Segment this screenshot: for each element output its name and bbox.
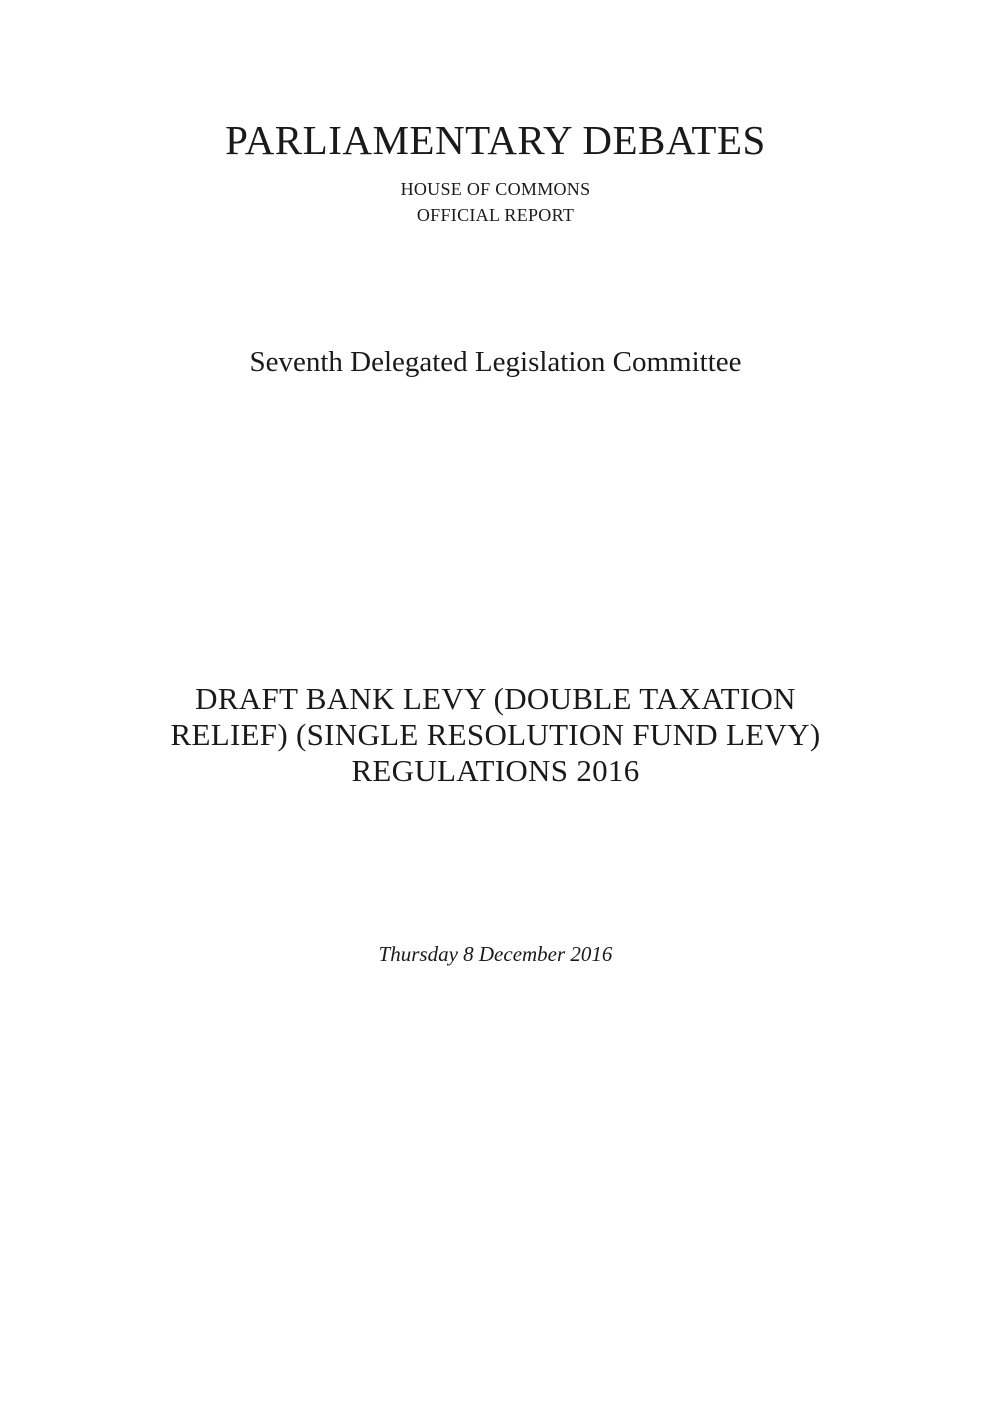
subtitle-line-report: OFFICIAL REPORT (416, 205, 575, 225)
publication-title: PARLIAMENTARY DEBATES (225, 117, 766, 163)
publication-subtitle (0, 176, 991, 228)
instrument-title-line-2: RELIEF) (SINGLE RESOLUTION FUND LEVY) (170, 717, 821, 752)
instrument-title (0, 681, 991, 789)
instrument-title-line-1: DRAFT BANK LEVY (DOUBLE TAXATION (195, 681, 796, 716)
subtitle-line-house: HOUSE OF COMMONS (400, 179, 591, 199)
committee-name: Seventh Delegated Legislation Committee (249, 346, 742, 378)
sitting-date: Thursday 8 December 2016 (378, 942, 613, 966)
instrument-title-line-3: REGULATIONS 2016 (351, 753, 640, 788)
